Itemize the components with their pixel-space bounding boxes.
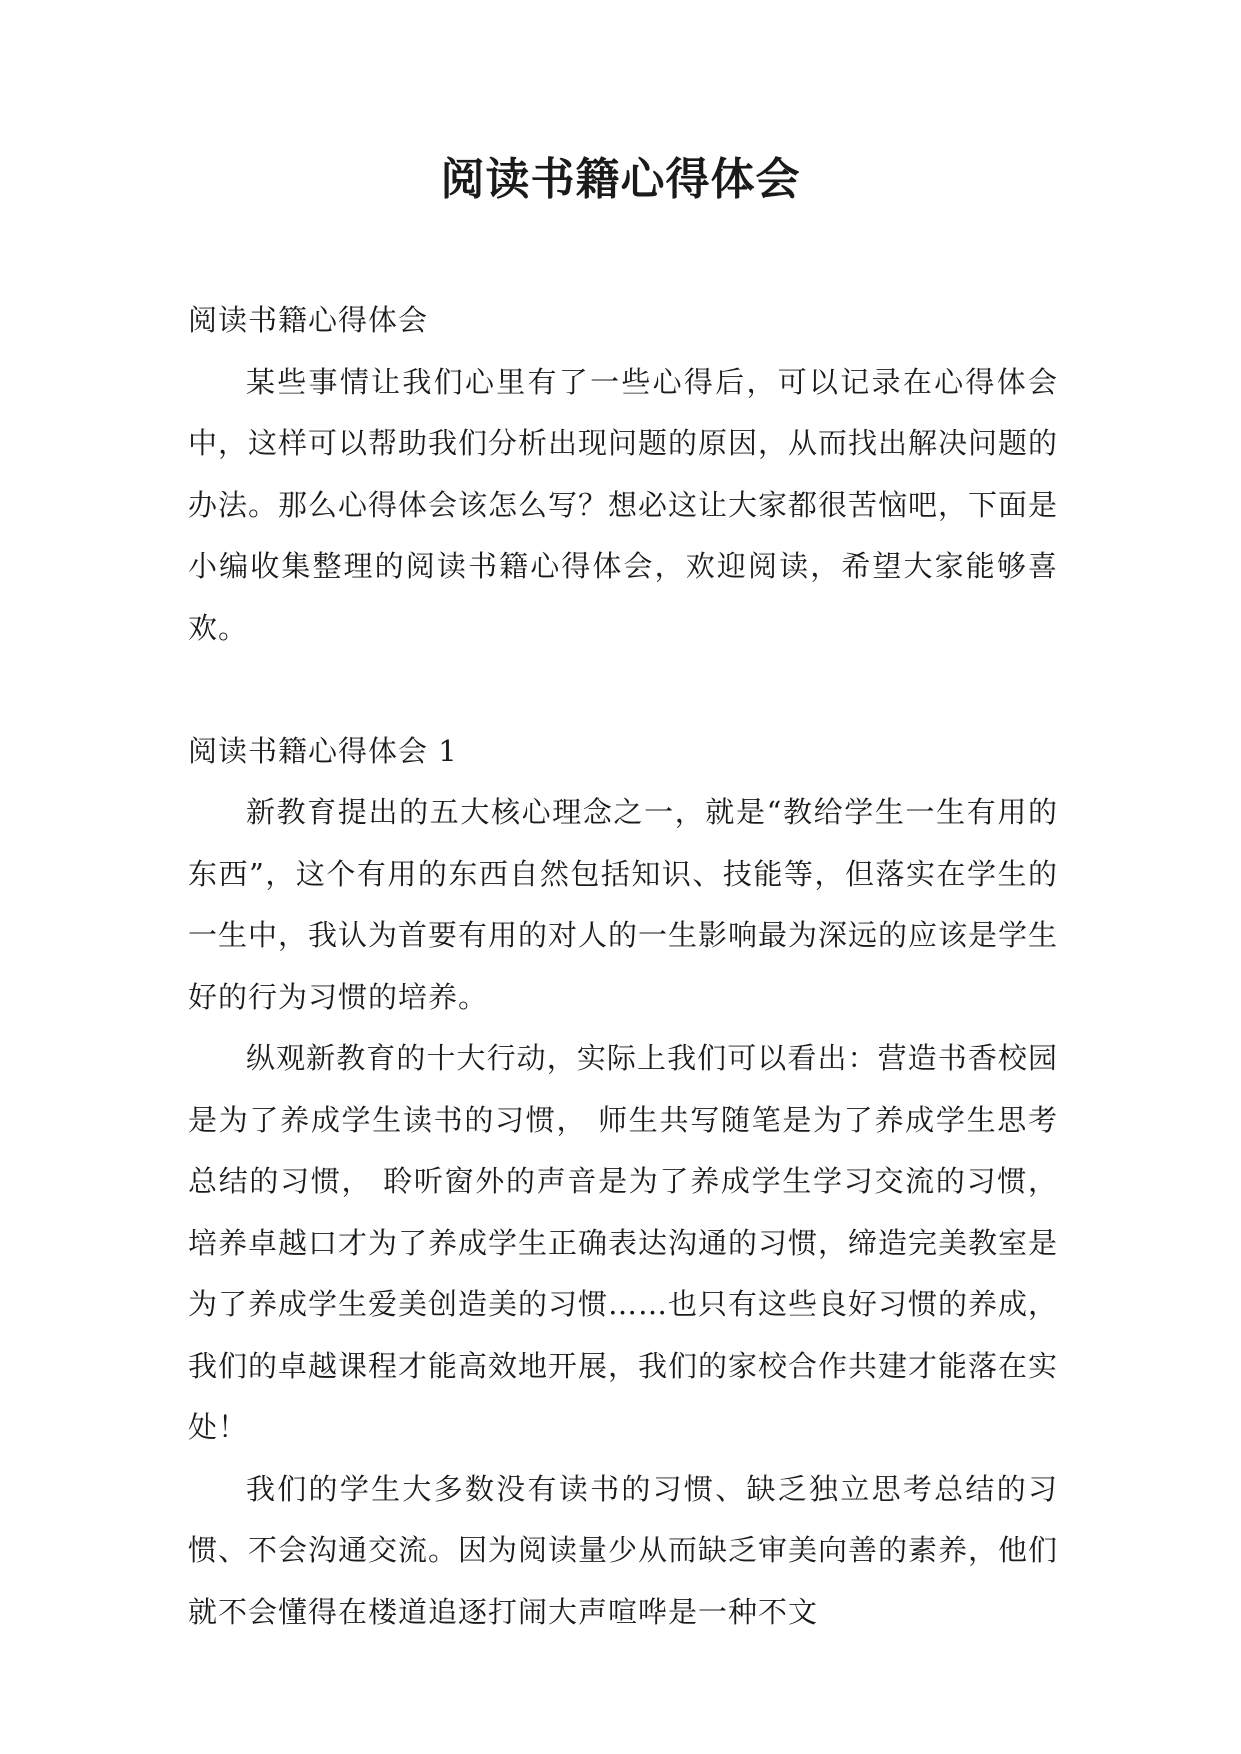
section1-paragraph-2: 纵观新教育的十大行动，实际上我们可以看出：营造书香校园是为了养成学生读书的习惯， 师生共写随笔是为了养成学生思考总结的习惯， 聆听窗外的声音是为了养成学生学习交流的习惯， 培养卓越口才为了养成学生正确表达沟通的习惯，缔造完美教室是为了养成学生爱美创造美的习惯……也只有这些良好习惯的养成，我们的卓越课程才能高效地开展，我们的家校合作共建才能落在实处！ xyxy=(188,1041,1059,1444)
section-heading-1: 阅读书籍心得体会 1 xyxy=(188,733,458,768)
section-spacer xyxy=(188,659,1058,721)
section1-paragraph-1: 新教育提出的五大核心理念之一，就是“教给学生一生有用的东西”，这个有用的东西自然包括知识、技能等，但落实在学生的一生中，我认为首要有用的对人的一生影响最为深远的应该是学生好的行为习惯的培养。 xyxy=(188,795,1059,1014)
intro-heading: 阅读书籍心得体会 xyxy=(188,303,429,337)
document-body xyxy=(188,290,1058,1643)
section1-paragraph-3: 我们的学生大多数没有读书的习惯、缺乏独立思考总结的习惯、不会沟通交流。因为阅读量少从而缺乏审美向善的素养，他们就不会懂得在楼道追逐打闹大声喧哗是一种不文 xyxy=(188,1471,1059,1629)
document-title: 阅读书籍心得体会 xyxy=(440,154,801,205)
intro-paragraph: 某些事情让我们心里有了一些心得后，可以记录在心得体会中，这样可以帮助我们分析出现问题的原因，从而找出解决问题的办法。那么心得体会该怎么写？想必这让大家都很苦恼吧，下面是小编收集整理的阅读书籍心得体会，欢迎阅读，希望大家能够喜欢。 xyxy=(188,364,1059,645)
